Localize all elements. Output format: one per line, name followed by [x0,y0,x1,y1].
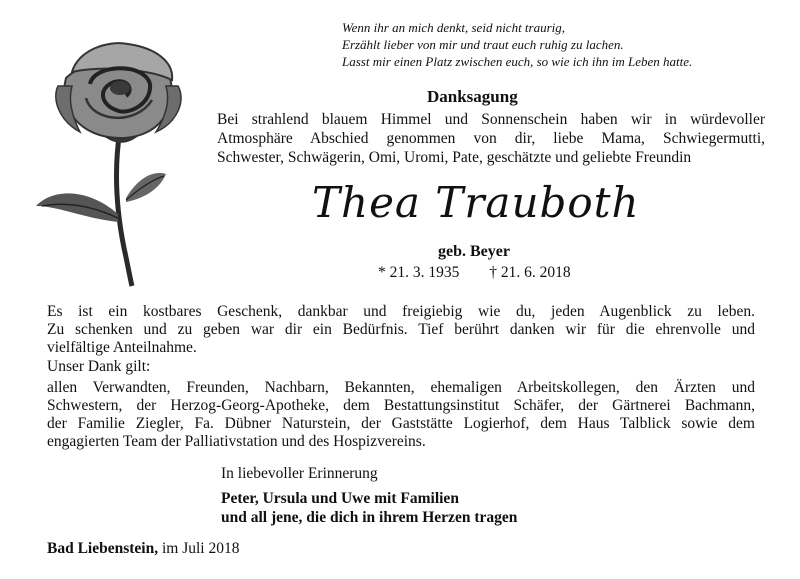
birth-date: * 21. 3. 1935 [378,264,460,281]
recipient-line: allen Verwandten, Freunden, Nachbarn, Bekannten, ehemaligen Arbeitskollegen, den Ärzten und [47,379,755,396]
recipient-line: der Familie Ziegler, Fa. Dübner Naturstein, der Gaststätte Logierhof, dem Haus Talblick sowie dem [47,415,755,432]
thanks-line: vielfältige Anteilnahme. [47,339,197,356]
intro-line: Atmosphäre Abschied genommen von dir, liebe Mama, Schwiegermutti, [217,130,765,147]
death-date: † 21. 6. 2018 [489,264,571,281]
recipient-list [47,379,755,451]
deceased-name: Thea Trauboth [312,178,640,227]
memory-line: In liebevoller Erinnerung [221,465,378,482]
rose-icon [28,38,198,288]
thanks-line: Es ist ein kostbares Geschenk, dankbar und freigiebig wie du, jeden Augenblick zu leben. [47,303,755,320]
date: im Juli 2018 [161,540,240,557]
poem-line: Lasst mir einen Platz zwischen euch, so wie ich ihn im Leben hatte. [342,54,693,69]
signature-line: Peter, Ursula und Uwe mit Familien [221,490,459,507]
place: Bad Liebenstein, [47,540,159,557]
thanks-line: Zu schenken und zu geben war dir ein Bedürfnis. Tief berührt danken wir für die ehrenvolle und [47,321,755,338]
memorial-poem [342,19,772,70]
maiden-name: geb. Beyer [438,243,510,260]
poem-line: Wenn ihr an mich denkt, seid nicht traurig, [342,20,566,35]
signature [221,489,517,527]
recipient-line: engagierten Team der Palliativstation und des Hospizvereins. [47,433,426,450]
intro-line: Schwester, Schwägerin, Omi, Uromi, Pate, geschätzte und geliebte Freundin [217,149,692,166]
recipient-line: Schwestern, der Herzog-Georg-Apotheke, dem Bestattungsinstitut Schäfer, der Gärtnerei Bachmann, [47,397,755,414]
heading-danksagung: Danksagung [427,87,518,106]
intro-line: Bei strahlend blauem Himmel und Sonnenschein haben wir in würdevoller [217,111,765,128]
life-dates [378,264,571,282]
signature-line: und all jene, die dich in ihrem Herzen tragen [221,509,518,526]
place-date [47,540,240,558]
poem-line: Erzählt lieber von mir und traut euch ruhig zu lachen. [342,37,624,52]
thanks-label: Unser Dank gilt: [47,358,151,375]
intro-text [217,110,765,167]
thanks-text [47,303,755,357]
